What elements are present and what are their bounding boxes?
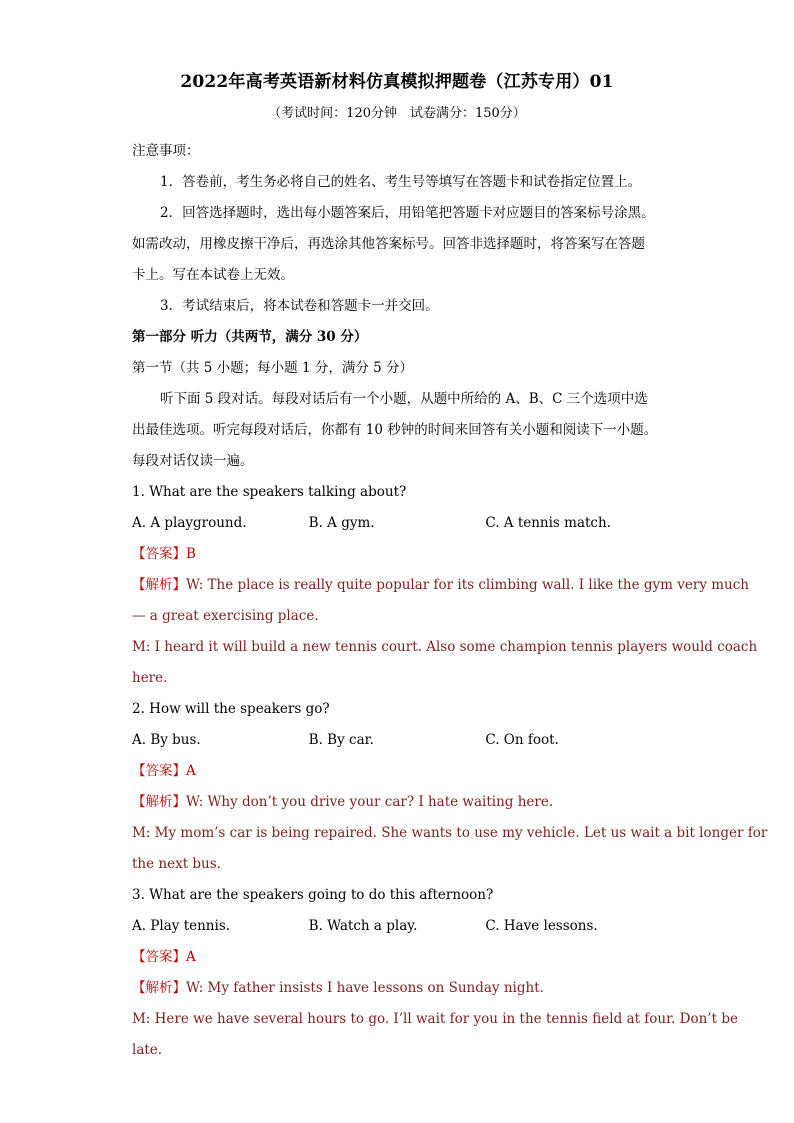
instruction-line: 听下面 5 段对话。每段对话后有一个小题，从题中所给的 A、B、C 三个选项中选 bbox=[160, 391, 648, 407]
section1-heading: 第一节（共 5 小题；每小题 1 分，满分 5 分） bbox=[132, 360, 414, 376]
answer-value: A bbox=[186, 763, 196, 779]
option-b: B. A gym. bbox=[308, 515, 375, 531]
instruction-line: 出最佳选项。听完每段对话后，你都有 10 秒钟的时间来回答有关小题和阅读下一小题。 bbox=[132, 422, 658, 438]
question-block bbox=[132, 694, 768, 880]
question-text: 1. What are the speakers talking about? bbox=[132, 484, 407, 500]
exam-subtitle: （考试时间：120分钟 试卷满分：150分） bbox=[268, 106, 526, 121]
answer-label: 【答案】 bbox=[132, 546, 186, 562]
explanation-line: — a great exercising place. bbox=[132, 608, 319, 624]
explanation-line: M: Here we have several hours to go. I’ll wait for you in the tennis field at four. Don’t be bbox=[132, 1011, 738, 1027]
option-a: A. Play tennis. bbox=[132, 918, 231, 934]
question-options bbox=[132, 911, 662, 942]
notice-heading: 注意事项： bbox=[132, 143, 200, 159]
notice-item-continued: 如需改动，用橡皮擦干净后，再选涂其他答案标号。回答非选择题时，将答案写在答题 bbox=[132, 236, 645, 252]
explanation-line: the next bus. bbox=[132, 856, 221, 872]
notice-item: 2．回答选择题时，选出每小题答案后，用铅笔把答题卡对应题目的答案标号涂黑。 bbox=[160, 205, 655, 221]
answer-line bbox=[132, 942, 662, 973]
answer-value: B bbox=[186, 546, 196, 562]
explanation-text: W: My father insists I have lessons on Sunday night. bbox=[186, 980, 544, 996]
option-c: C. Have lessons. bbox=[485, 918, 598, 934]
explanation-line: late. bbox=[132, 1042, 163, 1058]
explanation-line bbox=[132, 787, 662, 818]
explain-label: 【解析】 bbox=[132, 794, 186, 810]
answer-label: 【答案】 bbox=[132, 763, 186, 779]
explanation-text: W: Why don’t you drive your car? I hate waiting here. bbox=[186, 794, 554, 810]
question-block bbox=[132, 477, 758, 694]
question-options bbox=[132, 725, 662, 756]
part1-heading: 第一部分 听力（共两节，满分 30 分） bbox=[132, 329, 368, 345]
instruction-line: 每段对话仅读一遍。 bbox=[132, 453, 254, 469]
answer-value: A bbox=[186, 949, 196, 965]
explain-label: 【解析】 bbox=[132, 577, 186, 593]
explanation-line bbox=[132, 973, 662, 1004]
page-title: 2022年高考英语新材料仿真模拟押题卷（江苏专用）01 bbox=[180, 72, 614, 92]
answer-line bbox=[132, 539, 662, 570]
option-b: B. By car. bbox=[308, 732, 374, 748]
answer-line bbox=[132, 756, 662, 787]
notice-item-continued: 卡上。写在本试卷上无效。 bbox=[132, 267, 294, 283]
answer-label: 【答案】 bbox=[132, 949, 186, 965]
explanation-line: M: My mom’s car is being repaired. She wants to use my vehicle. Let us wait a bit longer for bbox=[132, 825, 768, 841]
option-a: A. A playground. bbox=[132, 515, 247, 531]
option-a: A. By bus. bbox=[132, 732, 201, 748]
explanation-line: M: I heard it will build a new tennis court. Also some champion tennis players would coach bbox=[132, 639, 758, 655]
exam-content bbox=[132, 70, 768, 1066]
explanation-line: here. bbox=[132, 670, 168, 686]
question-options bbox=[132, 508, 662, 539]
option-b: B. Watch a play. bbox=[308, 918, 418, 934]
explanation-text: W: The place is really quite popular for its climbing wall. I like the gym very much bbox=[186, 577, 749, 593]
explain-label: 【解析】 bbox=[132, 980, 186, 996]
notice-item: 3．考试结束后，将本试卷和答题卡一并交回。 bbox=[160, 298, 439, 314]
question-text: 3. What are the speakers going to do this afternoon? bbox=[132, 887, 494, 903]
explanation-line bbox=[132, 570, 749, 601]
option-c: C. On foot. bbox=[485, 732, 559, 748]
notice-item: 1．答卷前，考生务必将自己的姓名、考生号等填写在答题卡和试卷指定位置上。 bbox=[160, 174, 642, 190]
option-c: C. A tennis match. bbox=[485, 515, 611, 531]
question-block bbox=[132, 880, 738, 1066]
question-text: 2. How will the speakers go? bbox=[132, 701, 330, 717]
